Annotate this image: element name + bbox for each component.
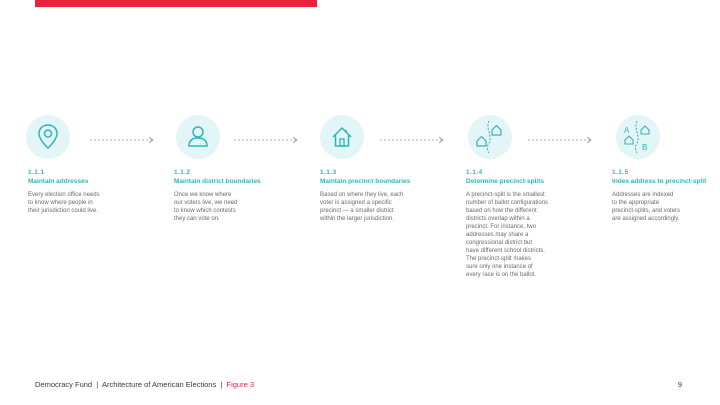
footer-separator: | [96,380,99,389]
step-precinct-boundaries [320,115,430,223]
footer-caption [35,380,254,389]
header-accent-bar [35,0,317,7]
footer-org: Democracy Fund [35,380,93,389]
step-number: 1.1.5 [612,169,629,176]
label-a: A [624,126,630,135]
footer-figure: Figure 3 [226,380,255,389]
footer-document: Architecture of American Elections [102,380,217,389]
arrow-connector-2 [234,136,300,144]
step-icon-circle [616,115,660,159]
step-icon-circle [26,115,70,159]
person-icon [176,115,220,159]
step-icon-circle [320,115,364,159]
step-number: 1.1.4 [466,169,483,176]
step-number: 1.1.1 [28,169,45,176]
step-description: Every election office needs to know where people in their jurisdiction could live. [28,192,100,214]
step-description: A precinct-split is the smallest number of ballot configurations based on how the different districts overlap within a precinct. For instance, two addresses may share a congressional district but have different school districts. The precinct-split makes sure only one instance of every race is on the ballot. [466,192,549,278]
page-number: 9 [677,380,682,389]
footer-separator: | [220,380,223,389]
house-icon [320,115,364,159]
step-icon-circle [468,115,512,159]
location-pin-icon [26,115,70,159]
step-maintain-addresses [28,115,138,215]
step-index-address [612,115,720,223]
step-number: 1.1.2 [174,169,191,176]
arrow-connector-3 [380,136,446,144]
step-description: Based on where they live, each voter is assigned a specific precinct — a smaller district within the larger jurisdiction. [320,192,404,222]
step-district-boundaries [174,115,284,223]
arrow-connector-4 [528,136,594,144]
step-description: Addresses are indexed to the appropriate precinct-splits, and voters are assigned accordingly. [612,192,681,222]
step-title: Maintain addresses [28,178,89,185]
step-title: Index address to precinct-split [612,178,707,185]
step-title: Maintain district boundaries [174,178,261,185]
step-title: Determine precinct-splits [466,178,545,185]
step-description: Once we know where our voters live, we need to know which contests they can vote on. [174,192,238,222]
index-ab-icon [616,115,660,159]
split-houses-icon [468,115,512,159]
arrow-connector-1 [90,136,156,144]
label-b: B [642,143,648,152]
step-number: 1.1.3 [320,169,337,176]
step-title: Maintain precinct boundaries [320,178,411,185]
step-icon-circle [176,115,220,159]
